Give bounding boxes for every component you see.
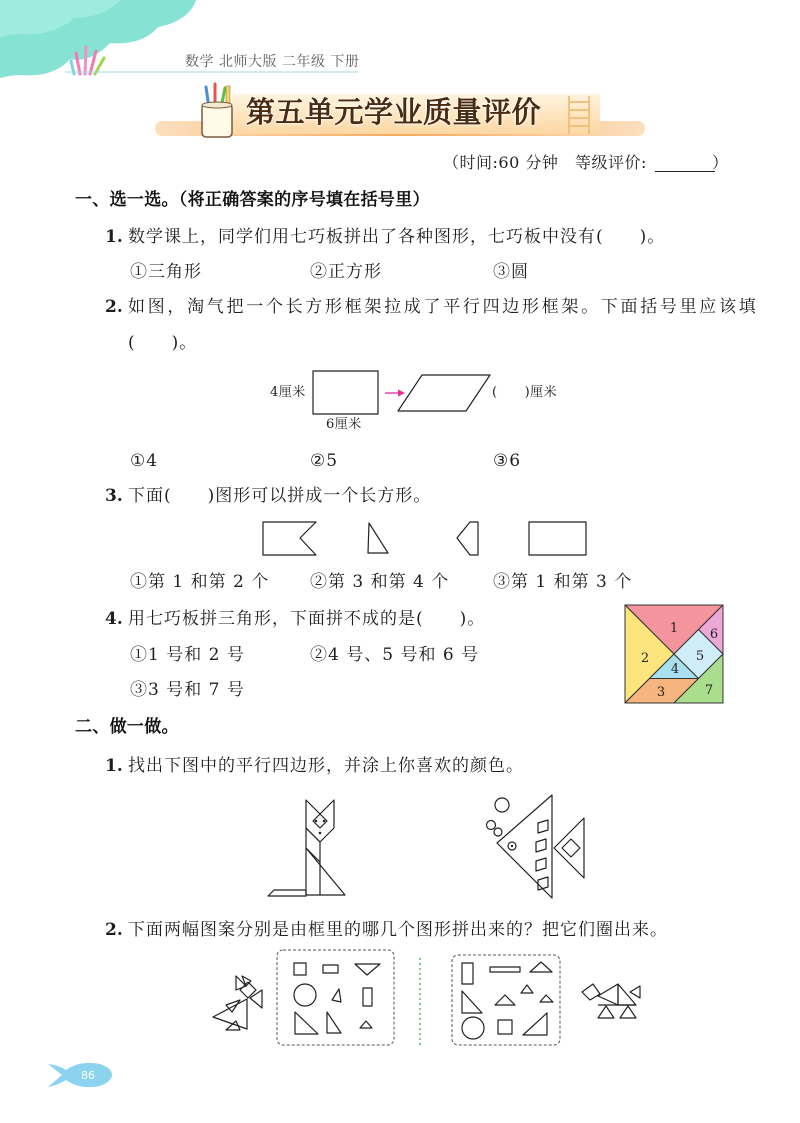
tangram-fish-figure: [487, 795, 585, 898]
bird-crest: [242, 976, 251, 986]
q2-number: 2.: [105, 297, 123, 317]
fish-bubble-small-2: [494, 828, 502, 836]
fish-fin-2: [536, 839, 546, 852]
box2-large-triangle: [523, 1013, 547, 1035]
turtle-head: [582, 984, 600, 1000]
q2-option-1: ①4: [130, 451, 159, 471]
q3-text: 下面( )图形可以拼成一个长方形。: [128, 486, 432, 506]
q4-option-2: ②4 号、5 号和 6 号: [310, 645, 480, 665]
page-number: 86: [81, 1069, 95, 1082]
box2-triangle-top: [530, 962, 552, 972]
box2-triangle-middle: [495, 995, 515, 1005]
tangram-label-5: 5: [695, 649, 705, 664]
q4-option-3: ③3 号和 7 号: [130, 680, 245, 700]
bird-tail: [250, 990, 262, 1008]
q3-shape-1-notched-rectangle: [263, 522, 316, 555]
section1-heading: 一、选一选。（将正确答案的序号填在括号里）: [75, 190, 430, 210]
tangram-label-2: 2: [640, 651, 650, 666]
page-number-fish-badge: [48, 1063, 112, 1087]
tangram-label-3: 3: [656, 685, 666, 700]
box2-square: [498, 1020, 512, 1034]
transform-arrow-head: [398, 390, 405, 397]
q2-height-label: 4厘米: [270, 385, 306, 400]
cat-tail: [268, 890, 306, 896]
tangram-bird-figure: [213, 976, 262, 1030]
cat-head: [306, 800, 334, 842]
grade-label: 等级评价:: [575, 153, 647, 172]
q4-number: 4.: [105, 609, 123, 629]
q1-option-1: ①三角形: [130, 262, 202, 282]
q1-number: 1.: [105, 227, 123, 247]
tangram-label-1: 1: [669, 621, 679, 636]
turtle-tail: [630, 986, 640, 998]
meta-close-paren: ）: [712, 153, 729, 172]
box1-circle: [294, 984, 316, 1006]
q2-answer-label: ( )厘米: [492, 385, 558, 400]
box2-tiny-triangle: [521, 985, 533, 993]
fish-bubble-large: [495, 798, 509, 812]
book-header: 数学 北师大版 二年级 下册: [185, 54, 360, 70]
q2-width-label: 6厘米: [326, 417, 362, 432]
q3-option-1: ①第 1 和第 2 个: [130, 572, 270, 592]
box1-inverted-triangle: [355, 964, 380, 975]
cat-eye-right: [323, 820, 326, 823]
q4-text: 用七巧板拼三角形，下面拼不成的是( )。: [128, 609, 486, 629]
rectangle-frame: [313, 371, 378, 414]
box1-tall-rectangle: [363, 988, 372, 1006]
q3-shape-3-pointed-pentagon: [457, 522, 478, 555]
s2-q1-number: 1.: [105, 756, 123, 776]
fish-body-triangle: [497, 795, 552, 898]
q2-option-2: ②5: [310, 451, 339, 471]
turtle-shell-left: [598, 984, 618, 1005]
page-title: 第五单元学业质量评价: [246, 95, 542, 129]
pencil-cup-icon: [202, 84, 232, 137]
box2-right-triangle: [462, 991, 482, 1013]
grade-blank: [655, 171, 715, 172]
box1-small-square: [294, 963, 306, 975]
box2-long-rectangle: [490, 967, 520, 972]
box2-circle: [462, 1017, 484, 1039]
q2-text-line2: ( )。: [128, 333, 198, 353]
box1-small-rectangle: [323, 965, 338, 973]
fish-fin-3: [536, 858, 546, 871]
fish-tail-diamond: [562, 839, 580, 857]
turtle-leg-front: [598, 1006, 614, 1018]
s2-q2-number: 2.: [105, 920, 123, 940]
tangram-label-6: 6: [709, 627, 719, 642]
box2-small-triangle: [540, 995, 553, 1002]
tangram-label-4: 4: [670, 662, 680, 677]
box2-tall-rectangle: [462, 963, 473, 984]
box1-slanted-triangle: [327, 1012, 341, 1033]
shape-box-left-shapes: [294, 963, 380, 1034]
parallelogram-frame: [398, 375, 490, 411]
tangram-label-7: 7: [704, 683, 714, 698]
turtle-leg-back: [620, 1006, 636, 1018]
q3-shape-2-right-triangle: [368, 523, 388, 553]
q3-shape-4-rectangle: [529, 522, 586, 555]
q3-number: 3.: [105, 486, 123, 506]
fish-fin-4: [538, 877, 548, 890]
q4-option-1: ①1 号和 2 号: [130, 645, 245, 665]
s2-q1-text: 找出下图中的平行四边形，并涂上你喜欢的颜色。: [128, 756, 524, 776]
q2-option-3: ③6: [493, 451, 522, 471]
shape-box-right: [452, 955, 560, 1045]
q3-option-2: ②第 3 和第 4 个: [310, 572, 450, 592]
fish-fin-1: [538, 820, 548, 833]
cat-eye-left: [315, 820, 318, 823]
q1-text: 数学课上，同学们用七巧板拼出了各种图形，七巧板中没有( )。: [128, 227, 666, 247]
cat-body-triangle: [306, 848, 345, 895]
fish-pupil: [511, 845, 513, 847]
box1-tiny-triangle: [360, 1021, 372, 1028]
q1-option-3: ③圆: [493, 262, 529, 282]
box1-right-triangle: [295, 1012, 318, 1034]
q1-option-2: ②正方形: [310, 262, 382, 282]
box1-small-triangle: [332, 989, 341, 1002]
cat-nose: [319, 832, 322, 835]
section2-heading: 二、做一做。: [75, 717, 179, 737]
fish-bubble-small-1: [487, 821, 496, 830]
tangram-turtle-figure: [582, 984, 640, 1018]
shape-box-right-shapes: [462, 962, 553, 1039]
time-limit: （时间:60 分钟: [443, 153, 559, 172]
q3-option-3: ③第 1 和第 3 个: [493, 572, 633, 592]
q2-text-line1: 如图，淘气把一个长方形框架拉成了平行四边形框架。下面括号里应该填: [128, 297, 759, 317]
s2-q2-text: 下面两幅图案分别是由框里的哪几个图形拼出来的？把它们圈出来。: [128, 920, 668, 940]
tangram-cat-figure: [268, 800, 345, 896]
